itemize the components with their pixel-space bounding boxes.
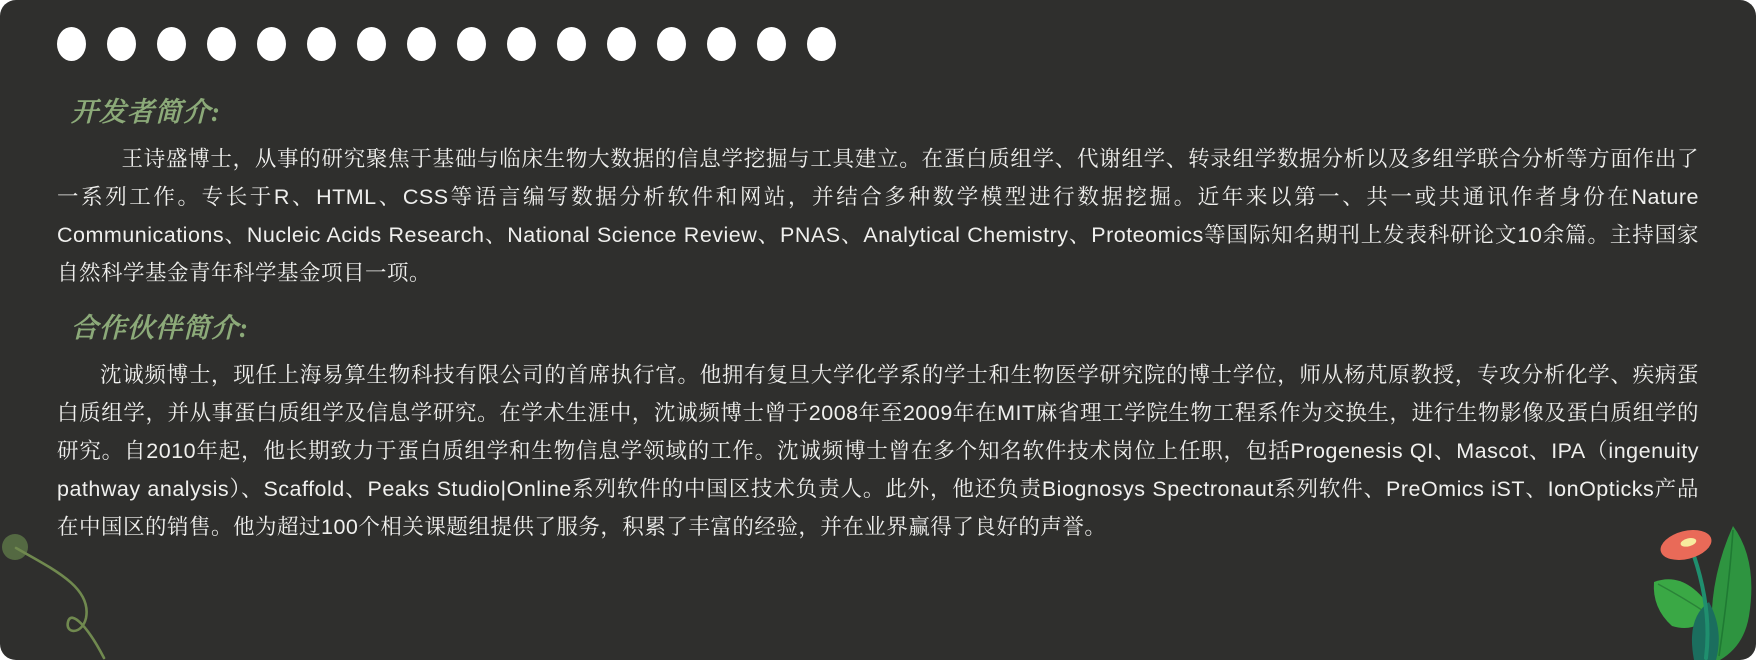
binder-dot <box>557 27 586 61</box>
binder-dot <box>707 27 736 61</box>
binder-dot <box>307 27 336 61</box>
developer-section-heading: 开发者简介: <box>71 97 221 127</box>
binder-dot <box>157 27 186 61</box>
binder-dot <box>257 27 286 61</box>
binder-dots <box>57 27 1699 61</box>
binder-dot <box>107 27 136 61</box>
binder-dot <box>57 27 86 61</box>
binder-dot <box>807 27 836 61</box>
binder-dot <box>207 27 236 61</box>
vine-decoration-icon <box>0 528 130 660</box>
section-developer <box>57 97 1699 292</box>
binder-dot <box>407 27 436 61</box>
binder-dot <box>357 27 386 61</box>
binder-dot <box>657 27 686 61</box>
partner-section-heading: 合作伙伴简介: <box>71 313 249 343</box>
section-partner <box>57 313 1699 546</box>
developer-section-body: 王诗盛博士，从事的研究聚焦于基础与临床生物大数据的信息学挖掘与工具建立。在蛋白质组学、代谢组学、转录组学数据分析以及多组学联合分析等方面作出了一系列工作。专长于R、HTML、CSS等语言编写数据分析软件和网站，并结合多种数学模型进行数据挖掘。近年来以第一、共一或共通讯作者身份在Nature Communications、Nucleic Acids Research、National Science Review、PNAS、Analytical Chemistry、Proteomics等国际知名期刊上发表科研论文10余篇。主持国家自然科学基金青年科学基金项目一项。 <box>57 147 1699 285</box>
partner-section-body: 沈诚频博士，现任上海易算生物科技有限公司的首席执行官。他拥有复旦大学化学系的学士和生物医学研究院的博士学位，师从杨芃原教授，专攻分析化学、疾病蛋白质组学，并从事蛋白质组学及信息学研究。在学术生涯中，沈诚频博士曾于2008年至2009年在MIT麻省理工学院生物工程系作为交换生，进行生物影像及蛋白质组学的研究。自2010年起，他长期致力于蛋白质组学和生物信息学领域的工作。沈诚频博士曾在多个知名软件技术岗位上任职，包括Progenesis QI、Mascot、IPA（ingenuity pathway analysis）、Scaffold、Peaks Studio|Online系列软件的中国区技术负责人。此外，他还负责Biognosys Spectronaut系列软件、PreOmics iST、IonOpticks产品在中国区的销售。他为超过100个相关课题组提供了服务，积累了丰富的经验，并在业界赢得了良好的声誉。 <box>57 363 1699 539</box>
binder-dot <box>507 27 536 61</box>
binder-dot <box>457 27 486 61</box>
binder-dot <box>757 27 786 61</box>
binder-dot <box>607 27 636 61</box>
